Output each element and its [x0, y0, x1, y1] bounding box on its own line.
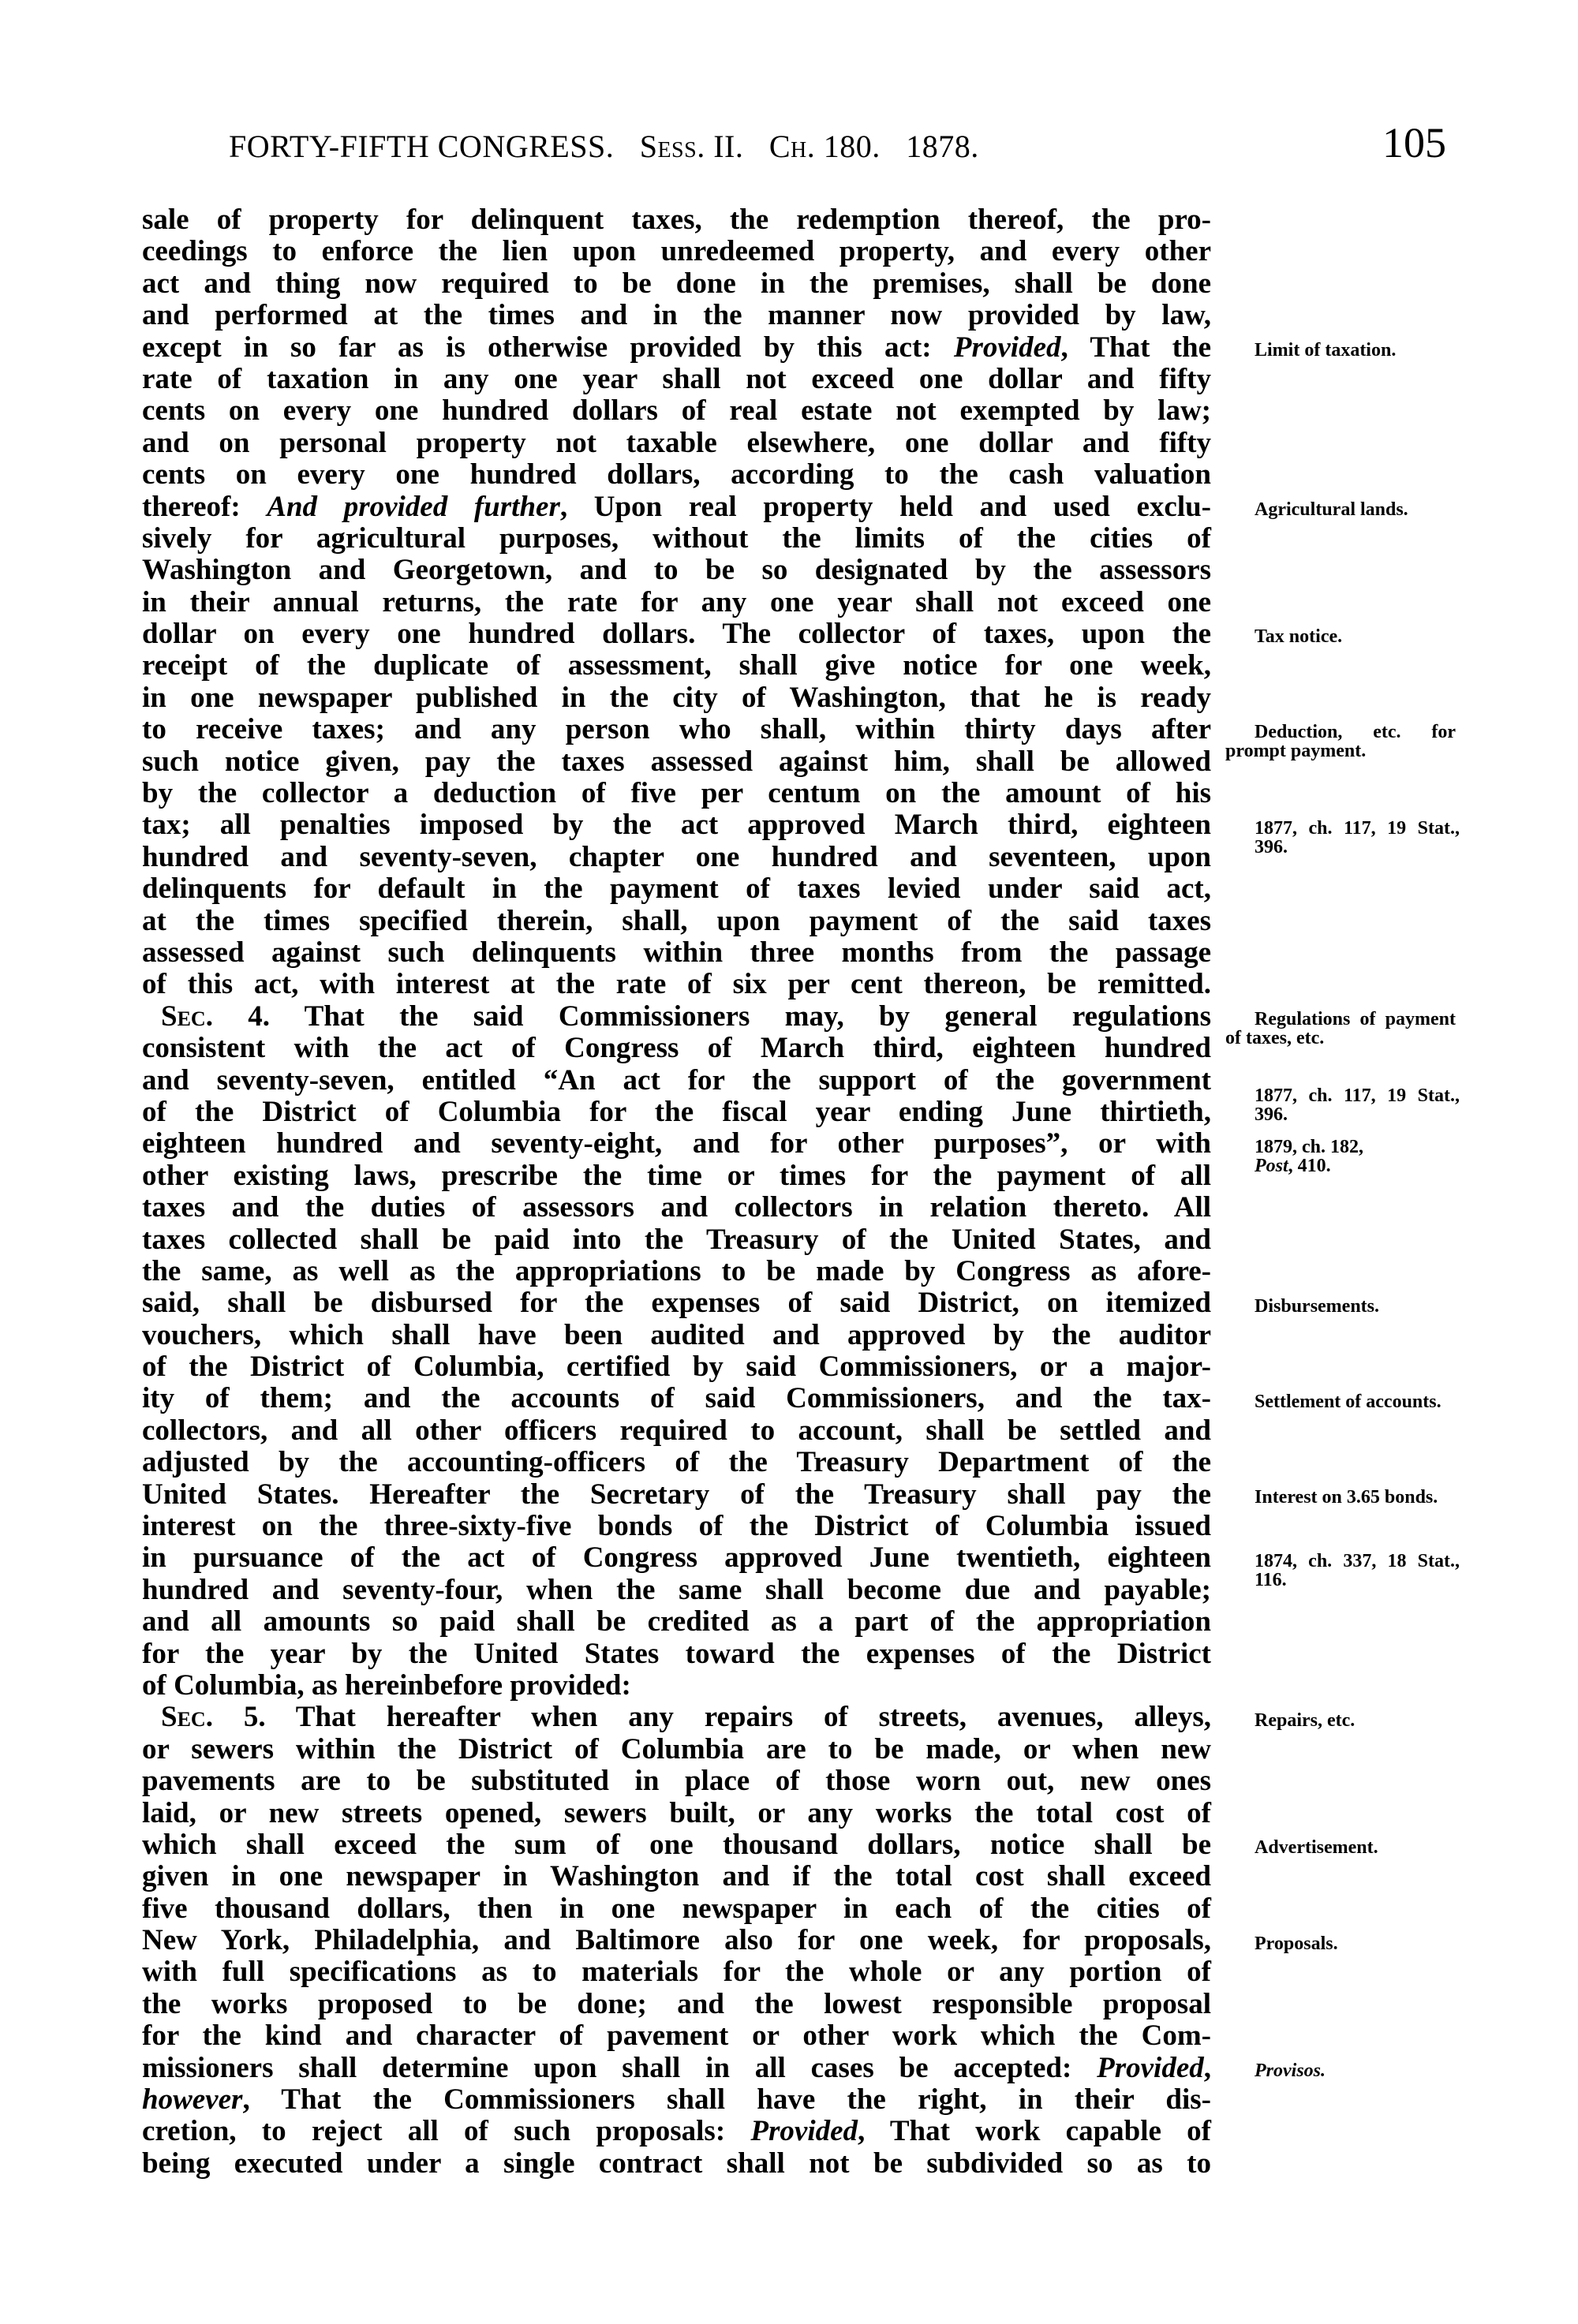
text-run: rate of taxation in any one year shall not exceed one dollar and fifty: [142, 362, 1211, 395]
text-run: delinquents for default in the payment of taxes levied under said act,: [142, 872, 1211, 906]
text-line: [142, 937, 1211, 969]
text-run: of Columbia, as hereinbefore provided:: [142, 1668, 631, 1702]
text-run: taxes collected shall be paid into the Treasury of the United States, and: [142, 1223, 1211, 1256]
margin-note-text: Disbursements.: [1255, 1295, 1380, 1317]
text-line: [142, 650, 1211, 682]
text-line: [142, 746, 1211, 778]
page-number: 105: [1382, 119, 1446, 166]
text-run: in one newspaper published in the city of Washington, that he is ready: [142, 681, 1211, 714]
text-run: taxes and the duties of assessors and collectors in relation thereto. All: [142, 1191, 1211, 1224]
text-line: [142, 587, 1211, 618]
italic-run: And provided further: [267, 490, 560, 523]
text-line: [142, 873, 1211, 905]
text-line: [142, 1575, 1211, 1606]
text-line: [142, 1542, 1211, 1574]
text-line: [142, 395, 1211, 427]
text-line: [142, 1001, 1211, 1033]
margin-note-text: 1877, ch. 117, 19 Stat., 396.: [1255, 1085, 1460, 1125]
text-run: and all amounts so paid shall be credited as a part of the appropriation: [142, 1605, 1211, 1638]
text-run: which shall exceed the sum of one thousand dollars, notice shall be: [142, 1828, 1211, 1861]
text-run: the same, as well as the appropriations to be made by Congress as afore-: [142, 1254, 1211, 1287]
text-line: [142, 2084, 1211, 2116]
text-run: 4. That the said Commissioners may, by general regulations: [212, 999, 1211, 1033]
margin-note: [1225, 2061, 1456, 2080]
text-run: United States. Hereafter the Secretary of the Treasury shall pay the: [142, 1478, 1211, 1511]
text-run: of this act, with interest at the rate of six per cent thereon, be remitted.: [142, 968, 1211, 1001]
text-run: for the kind and character of pavement or other work which the Com-: [142, 2019, 1211, 2053]
margin-note: [1225, 1711, 1456, 1730]
text-line: [142, 491, 1211, 523]
text-run: to receive taxes; and any person who shall, within thirty days after: [142, 713, 1211, 746]
text-run: of the District of Columbia, certified by said Commissioners, or a major-: [142, 1351, 1211, 1384]
text-run: being executed under a single contract shall not be subdivided so as to: [142, 2147, 1211, 2180]
text-line: [142, 1033, 1211, 1064]
margin-citation: [1255, 1552, 1460, 1590]
text-line: [142, 1861, 1211, 1892]
margin-note-text: Deduction, etc. for prompt payment.: [1225, 722, 1456, 762]
text-line: [142, 1798, 1211, 1829]
margin-note-text: Limit of taxation.: [1255, 339, 1397, 361]
margin-note-text: 1879, ch. 182,: [1255, 1136, 1363, 1157]
text-line: [142, 364, 1211, 395]
text-line: [142, 2148, 1211, 2180]
text-run: five thousand dollars, then in one newspaper in each of the cities of: [142, 1892, 1211, 1925]
running-header: [229, 128, 997, 165]
text-line: [142, 1415, 1211, 1447]
text-run: ,: [1203, 2051, 1211, 2084]
section-label: Sec.: [161, 1701, 213, 1734]
margin-note-italic: Provisos.: [1255, 2061, 1326, 2082]
text-line: [142, 2020, 1211, 2052]
text-run: Washington and Georgetown, and to be so designated by the assessors: [142, 554, 1211, 587]
text-run: adjusted by the accounting-officers of the Treasury Department of the: [142, 1446, 1211, 1479]
text-run: by the collector a deduction of five per centum on the amount of his: [142, 777, 1211, 810]
text-run: cretion, to reject all of such proposals:: [142, 2115, 751, 2148]
text-line: [142, 1065, 1211, 1097]
margin-note-text: Repairs, etc.: [1255, 1709, 1356, 1731]
text-line: [142, 1925, 1211, 1956]
text-line: [142, 1638, 1211, 1670]
text-line: [142, 1511, 1211, 1542]
text-run: sively for agricultural purposes, without the limits of the cities of: [142, 521, 1211, 555]
text-line: [142, 714, 1211, 745]
text-line: [142, 1670, 1211, 1702]
text-line: [142, 1351, 1211, 1383]
text-run: pavements are to be substituted in place of those worn out, new ones: [142, 1765, 1211, 1798]
text-run: dollar on every one hundred dollars. The collector of taxes, upon the: [142, 618, 1211, 651]
text-run: the works proposed to be done; and the lowest responsible proposal: [142, 1987, 1211, 2020]
margin-note-text: 1877, ch. 117, 19 Stat., 396.: [1255, 817, 1460, 857]
text-line: [142, 459, 1211, 491]
margin-note: [1225, 627, 1456, 646]
header-session: Sess. II.: [639, 129, 744, 164]
text-line: [142, 1479, 1211, 1511]
italic-run: however: [142, 2083, 243, 2117]
text-line: [142, 809, 1211, 841]
text-run: New York, Philadelphia, and Baltimore also for one week, for proposals,: [142, 1924, 1211, 1957]
margin-note: [1225, 1934, 1456, 1953]
margin-note-text: Agricultural lands.: [1255, 499, 1408, 520]
text-run: except in so far as is otherwise provided by this act:: [142, 331, 954, 364]
text-run: missioners shall determine upon shall in all cases be accepted:: [142, 2051, 1097, 2084]
text-line: [142, 1829, 1211, 1861]
text-run: tax; all penalties imposed by the act approved March third, eighteen: [142, 809, 1211, 842]
text-line: [142, 204, 1211, 236]
text-line: [142, 1097, 1211, 1128]
text-run: of the District of Columbia for the fiscal year ending June thirtieth,: [142, 1095, 1211, 1128]
margin-note: [1225, 1297, 1456, 1316]
text-line: [142, 778, 1211, 809]
text-line: [142, 1702, 1211, 1733]
text-line: [142, 268, 1211, 300]
text-line: [142, 555, 1211, 586]
margin-note-text: Interest on 3.65 bonds.: [1255, 1487, 1438, 1508]
text-run: , Upon real property held and used exclu-: [559, 490, 1212, 523]
margin-citation: [1255, 1138, 1460, 1175]
margin-note-text: Tax notice.: [1255, 626, 1343, 648]
text-run: cents on every one hundred dollars, according to the cash valuation: [142, 458, 1211, 491]
text-line: [142, 428, 1211, 459]
text-run: act and thing now required to be done in the premises, shall be done: [142, 267, 1211, 300]
text-line: [142, 236, 1211, 267]
margin-note-text: Advertisement.: [1255, 1837, 1378, 1859]
text-run: given in one newspaper in Washington and if the total cost shall exceed: [142, 1860, 1211, 1893]
text-run: thereof:: [142, 490, 267, 523]
margin-note-text: Proposals.: [1255, 1933, 1338, 1954]
text-run: said, shall be disbursed for the expenses of said District, on itemized: [142, 1287, 1211, 1320]
section-label: Sec.: [161, 999, 213, 1033]
margin-citation: [1255, 819, 1460, 857]
text-run: other existing laws, prescribe the time or times for the payment of all: [142, 1159, 1211, 1192]
text-run: ity of them; and the accounts of said Commissioners, and the tax-: [142, 1382, 1211, 1415]
text-run: and performed at the times and in the manner now provided by law,: [142, 299, 1211, 332]
text-run: or sewers within the District of Columbia are to be made, or when new: [142, 1732, 1211, 1765]
text-line: [142, 1956, 1211, 1988]
margin-note: [1225, 1392, 1456, 1411]
margin-note: [1225, 1488, 1456, 1507]
text-line: [142, 1160, 1211, 1192]
text-run: 5. That hereafter when any repairs of streets, avenues, alleys,: [212, 1701, 1211, 1734]
text-run: hundred and seventy-four, when the same shall become due and payable;: [142, 1573, 1211, 1606]
text-line: [142, 1989, 1211, 2020]
text-run: in pursuance of the act of Congress approved June twentieth, eighteen: [142, 1541, 1211, 1575]
margin-note-italic: Post: [1255, 1155, 1288, 1176]
text-line: [142, 332, 1211, 364]
text-run: assessed against such delinquents within three months from the passage: [142, 936, 1211, 969]
text-run: consistent with the act of Congress of March third, eighteen hundred: [142, 1032, 1211, 1065]
margin-note-text: , 410.: [1288, 1155, 1331, 1176]
header-chapter: Ch. 180.: [768, 129, 881, 164]
text-line: [142, 1447, 1211, 1478]
text-run: in their annual returns, the rate for any one year shall not exceed one: [142, 585, 1211, 618]
text-line: [142, 1765, 1211, 1797]
header-congress: FORTY-FIFTH CONGRESS.: [229, 129, 615, 164]
margin-note-text: Settlement of accounts.: [1255, 1391, 1442, 1412]
text-run: , That the: [1060, 331, 1211, 364]
text-line: [142, 682, 1211, 714]
margin-note-text: 1874, ch. 337, 18 Stat., 116.: [1255, 1550, 1460, 1590]
text-run: with full specifications as to materials for the whole or any portion of: [142, 1956, 1211, 1989]
text-run: and seventy-seven, entitled “An act for the support of the government: [142, 1063, 1211, 1097]
margin-note: [1225, 500, 1456, 519]
margin-citation: [1255, 1086, 1460, 1124]
text-line: [142, 1192, 1211, 1224]
text-line: [142, 1383, 1211, 1414]
text-run: such notice given, pay the taxes assessed against him, shall be allowed: [142, 745, 1211, 778]
text-line: [142, 1128, 1211, 1160]
text-line: [142, 618, 1211, 650]
text-line: [142, 1606, 1211, 1638]
text-run: laid, or new streets opened, sewers built, or any works the total cost of: [142, 1796, 1211, 1829]
text-line: [142, 1734, 1211, 1765]
margin-note: [1225, 341, 1456, 360]
margin-note-text: Regulations of payment of taxes, etc.: [1225, 1009, 1456, 1048]
text-line: [142, 1893, 1211, 1925]
margin-note: [1225, 1010, 1456, 1048]
text-line: [142, 906, 1211, 937]
italic-run: Provided: [953, 331, 1061, 364]
text-run: for the year by the United States toward the expenses of the District: [142, 1637, 1211, 1670]
text-run: at the times specified therein, shall, upon payment of the said taxes: [142, 904, 1211, 937]
text-run: sale of property for delinquent taxes, the redemption thereof, the pro-: [142, 204, 1211, 236]
text-line: [142, 2053, 1211, 2084]
text-run: hundred and seventy-seven, chapter one hundred and seventeen, upon: [142, 840, 1211, 873]
margin-note: [1225, 1838, 1456, 1857]
text-line: [142, 1287, 1211, 1319]
text-run: cents on every one hundred dollars of real estate not exempted by law;: [142, 394, 1211, 428]
margin-note: [1225, 723, 1456, 760]
italic-run: Provided: [750, 2115, 858, 2148]
text-line: [142, 969, 1211, 1000]
header-year: 1878.: [906, 129, 979, 164]
text-line: [142, 1320, 1211, 1351]
text-run: ceedings to enforce the lien upon unredeemed property, and every other: [142, 235, 1211, 268]
text-run: collectors, and all other officers required to account, shall be settled and: [142, 1414, 1211, 1447]
text-run: vouchers, which shall have been audited and approved by the auditor: [142, 1318, 1211, 1351]
text-run: and on personal property not taxable elsewhere, one dollar and fifty: [142, 426, 1211, 459]
text-line: [142, 523, 1211, 555]
text-run: eighteen hundred and seventy-eight, and for other purposes”, or with: [142, 1127, 1211, 1160]
text-line: [142, 2116, 1211, 2147]
italic-run: Provided: [1097, 2051, 1204, 2084]
text-run: , That work capable of: [858, 2115, 1211, 2148]
text-line: [142, 842, 1211, 873]
text-line: [142, 1224, 1211, 1256]
text-run: , That the Commissioners shall have the right, in their dis-: [242, 2083, 1211, 2117]
text-run: receipt of the duplicate of assessment, shall give notice for one week,: [142, 649, 1211, 682]
text-run: interest on the three-sixty-five bonds of the District of Columbia issued: [142, 1510, 1211, 1543]
body-text: [142, 204, 1211, 2180]
text-line: [142, 300, 1211, 331]
text-line: [142, 1256, 1211, 1287]
